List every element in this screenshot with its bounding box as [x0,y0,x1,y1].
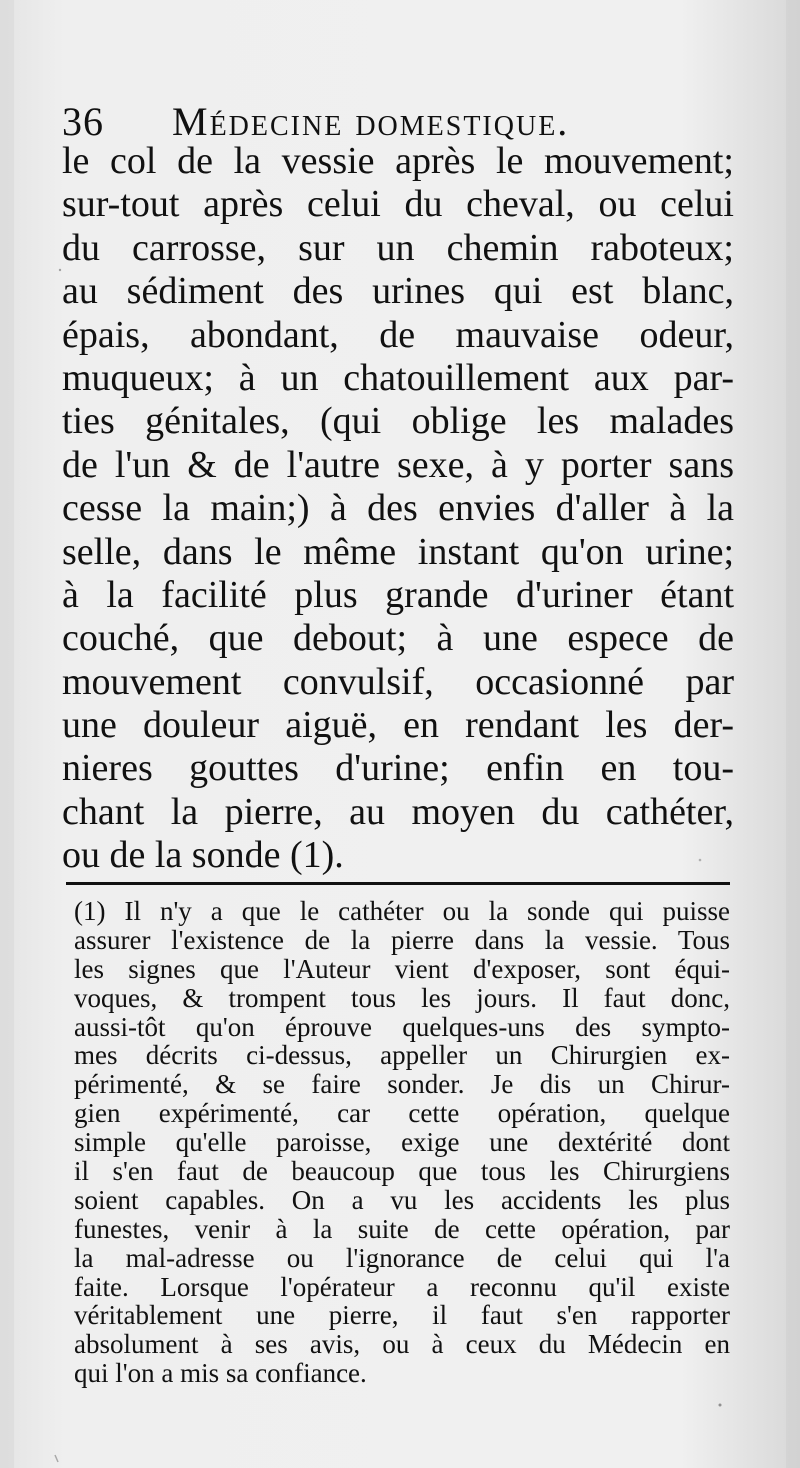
footnote-line: simple qu'elle paroisse, exige une dextérité dont [74,1127,730,1158]
footnote-line: aussi-tôt qu'on éprouve quelques-uns des sympto- [74,1011,730,1042]
footnote-line: véritablement une pierre, il faut s'en rapporter [74,1300,730,1331]
text-line: du carrosse, sur un chemin raboteux; [62,226,734,269]
text-line: sur-tout après celui du cheval, ou celui [62,183,734,226]
footnote-line: absolument à ses avis, ou à ceux du Médecin en [74,1329,730,1360]
footnote-line: les signes que l'Auteur vient d'exposer, sont équi- [74,953,730,984]
text-line: selle, dans le même instant qu'on urine; [62,530,734,573]
footnote-line: voques, & trompent tous les jours. Il faut donc, [74,982,730,1013]
footnote-line: gien expérimenté, car cette opération, quelque [74,1098,730,1129]
footnote-line: soient capables. On a vu les accidents les plus [74,1184,730,1215]
text-line: le col de la vessie après le mouvement; [62,140,734,182]
footnote-line: funestes, venir à la suite de cette opération, par [74,1213,730,1244]
footnote-line: périmenté, & se faire sonder. Je dis un Chirur- [74,1069,730,1100]
footnote-line: mes décrits ci-dessus, appeller un Chirurgien ex- [74,1040,730,1071]
main-text [62,140,734,878]
text-line: cesse la main;) à des envies d'aller à la [62,487,734,530]
text-line: une douleur aiguë, en rendant les der- [62,704,734,747]
text-line: chant la pierre, au moyen du cathéter, [62,790,734,833]
footnote-line: faite. Lorsque l'opérateur a reconnu qu'il existe [74,1271,730,1302]
footnote-line: la mal-adresse ou l'ignorance de celui qui l'a [74,1242,730,1273]
text-line: mouvement convulsif, occasionné par [62,660,734,703]
text-line: ties génitales, (qui oblige les malades [62,400,734,443]
footnote-line: qui l'on a mis sa confiance. [74,1358,367,1389]
text-line: épais, abondant, de mauvaise odeur, [62,313,734,356]
page-number: 36 [62,99,104,144]
text-line: muqueux; à un chatouillement aux par- [62,356,734,399]
text-line: au sédiment des urines qui est blanc, [62,270,734,313]
text-line: ou de la sonde (1). [62,834,344,877]
text-line: couché, que debout; à une espece de [62,617,734,660]
text-line: nieres gouttes d'urine; enfin en tou- [62,747,734,790]
footnote-line: assurer l'existence de la pierre dans la vessie. Tous [74,924,730,955]
footnote-separator-rule [66,882,730,885]
footnote-line: (1) Il n'y a que le cathéter ou la sonde qui puisse [74,896,730,926]
footnote [74,897,730,1388]
text-line: à la facilité plus grande d'uriner étant [62,573,734,616]
text-line: de l'un & de l'autre sexe, à y porter sans [62,443,734,486]
running-title: Médecine domestique. [172,99,570,144]
footnote-line: il s'en faut de beaucoup que tous les Chirurgiens [74,1156,730,1187]
